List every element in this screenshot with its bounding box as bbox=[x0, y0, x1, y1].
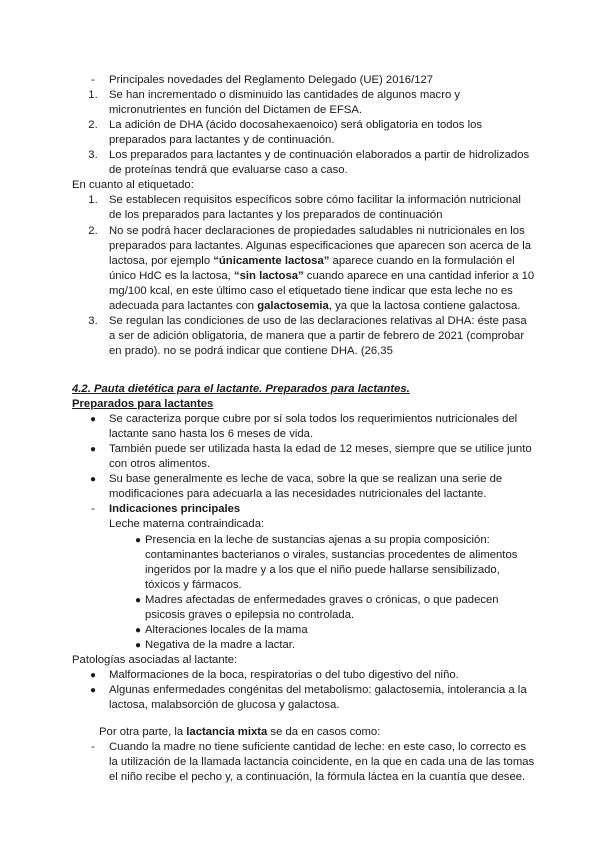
text-run: único HdC es la lactosa, bbox=[109, 270, 234, 282]
list-dash: - bbox=[91, 503, 95, 515]
reg-item-2-line-1: La adición de DHA (ácido docosahexaenoico) será obligatoria en todos los bbox=[109, 119, 483, 131]
pat-bullet-1: Malformaciones de la boca, respiratorias o del tubo digestivo del niño. bbox=[109, 669, 459, 681]
bullet-2-line-2: con otros alimentos. bbox=[109, 458, 211, 470]
text-run: , ya que la lactosa contiene galactosa. bbox=[328, 300, 521, 312]
reg-item-1-line-1: Se han incrementado o disminuido las cantidades de algunos macro y bbox=[109, 89, 461, 101]
text-run: adecuada para lactantes con bbox=[109, 300, 258, 312]
section-heading: 4.2. Pauta dietética para el lactante. Preparados para lactantes. bbox=[72, 383, 410, 395]
list-number: 2. bbox=[88, 119, 98, 131]
list-dash: - bbox=[91, 74, 95, 86]
mixta-item-line-2: la utilización de la llamada lactancia coincidente, en la que en cada una de las tomas bbox=[109, 756, 535, 768]
sub-bullet-2-line-2: psicosis graves o epilepsia no controlada. bbox=[145, 609, 355, 621]
bullet-icon: ● bbox=[89, 474, 97, 485]
reg-item-1-line-2: micronutrientes en función del Dictamen de EFSA. bbox=[109, 104, 363, 116]
reg-item-2-line-2: preparados para lactantes y de continuación. bbox=[109, 134, 335, 146]
etiq-item-2-line-2: preparados para lactantes. Algunas especificaciones que aparecen son acerca de la bbox=[109, 240, 532, 252]
bullet-1-line-1: Se caracteriza porque cubre por sí sola todos los requerimientos nutricionales del bbox=[109, 413, 518, 425]
text-run: cuando aparece en una cantidad inferior a 10 bbox=[303, 270, 535, 282]
list-number: 3. bbox=[88, 315, 98, 327]
sub-bullet-1-line-1: Presencia en la leche de sustancias ajenas a su propia composición: bbox=[145, 534, 490, 546]
sub-bullet-2-line-1: Madres afectadas de enfermedades graves o crónicas, o que padecen bbox=[145, 594, 499, 606]
sub-bullet-1-line-4: tóxicos y fármacos. bbox=[145, 579, 242, 591]
bold-phrase: “únicamente lactosa” bbox=[213, 255, 330, 267]
etiq-item-2-line-3 bbox=[109, 254, 515, 269]
list-number: 1. bbox=[88, 194, 98, 206]
etiq-item-2-line-4 bbox=[109, 269, 534, 284]
text-run: lactosa, por ejemplo bbox=[109, 255, 214, 267]
sub-bullet-1-line-3: ingeridos por la madre y a los que el niño puede hallarse sensibilizado, bbox=[145, 564, 500, 576]
bullet-icon: ● bbox=[134, 595, 142, 606]
sub-bullet-3: Alteraciones locales de la mama bbox=[145, 624, 308, 636]
bullet-3-line-2: modificaciones para adecuarla a las necesidades nutricionales del lactante. bbox=[109, 488, 487, 500]
mixta-item-line-1: Cuando la madre no tiene suficiente cantidad de leche: en este caso, lo correcto es bbox=[109, 741, 526, 753]
bullet-icon: ● bbox=[89, 685, 97, 696]
pat-bullet-2-line-2: lactosa, malabsorción de glucosa y galactosa. bbox=[109, 699, 340, 711]
etiq-item-2-line-5: mg/100 kcal, en este último caso el etiquetado tiene indicar que esta leche no es bbox=[109, 285, 513, 297]
list-number: 3. bbox=[88, 149, 98, 161]
etiq-item-3-line-3: en prado). no se podrá indicar que contiene DHA. (26,35 bbox=[109, 345, 393, 357]
indicaciones-title: Indicaciones principales bbox=[109, 503, 241, 515]
bold-phrase: galactosemia bbox=[257, 300, 329, 312]
list-number: 2. bbox=[88, 225, 98, 237]
etiq-item-2-line-1: No se podrá hacer declaraciones de propiedades saludables ni nutricionales en los bbox=[109, 225, 525, 237]
mixta-item-line-3: el niño recibe el pecho y, a continuación, la fórmula láctea en la cuantía que desee. bbox=[109, 771, 526, 783]
etiq-item-3-line-1: Se regulan las condiciones de uso de las declaraciones relativas al DHA: éste pasa bbox=[109, 315, 527, 327]
list-dash: - bbox=[91, 741, 95, 753]
sub-bullet-1-line-2: contaminantes bacterianos o virales, sustancias procedentes de alimentos bbox=[145, 549, 518, 561]
bullet-3-line-1: Su base generalmente es leche de vaca, sobre la que se realizan una serie de bbox=[109, 473, 503, 485]
mixta-intro bbox=[99, 725, 380, 740]
etiq-item-1-line-1: Se establecen requisitos específicos sobre cómo facilitar la información nutricional bbox=[109, 194, 521, 206]
text-run: aparece cuando en la formulación el bbox=[329, 255, 515, 267]
bullet-icon: ● bbox=[89, 444, 97, 455]
bullet-icon: ● bbox=[89, 414, 97, 425]
bullet-2-line-1: También puede ser utilizada hasta la edad de 12 meses, siempre que se utilice junto bbox=[109, 443, 532, 455]
indicaciones-subtitle: Leche materna contraindicada: bbox=[109, 518, 265, 530]
section-subheading: Preparados para lactantes bbox=[72, 398, 214, 410]
bullet-icon: ● bbox=[89, 670, 97, 681]
bullet-icon: ● bbox=[134, 625, 142, 636]
reg-item-3-line-1: Los preparados para lactantes y de continuación elaborados a partir de hidrolizados bbox=[109, 149, 530, 161]
pat-bullet-2-line-1: Algunas enfermedades congénitas del metabolismo: galactosemia, intolerancia a la bbox=[109, 684, 527, 696]
etiquetado-intro: En cuanto al etiquetado: bbox=[72, 179, 194, 191]
bullet-icon: ● bbox=[134, 535, 142, 546]
etiq-item-2-line-6 bbox=[109, 299, 520, 314]
bullet-icon: ● bbox=[134, 640, 142, 651]
sub-bullet-4: Negativa de la madre a lactar. bbox=[145, 639, 296, 651]
bullet-1-line-2: lactante sano hasta los 6 meses de vida. bbox=[109, 428, 314, 440]
etiq-item-3-line-2: a ser de adición obligatoria, de manera que a partir de febrero de 2021 (comprobar bbox=[109, 330, 525, 342]
etiq-item-1-line-2: de los preparados para lactantes y los preparados de continuación bbox=[109, 209, 443, 221]
text-run: Por otra parte, la bbox=[99, 726, 187, 738]
bold-phrase: lactancia mixta bbox=[186, 726, 268, 738]
text-run: se da en casos como: bbox=[267, 726, 381, 738]
reg-item-3-line-2: de proteínas tendrá que evaluarse caso a caso. bbox=[109, 164, 348, 176]
reg-title: Principales novedades del Reglamento Delegado (UE) 2016/127 bbox=[109, 74, 434, 86]
patologias-title: Patologías asociadas al lactante: bbox=[72, 654, 238, 666]
list-number: 1. bbox=[88, 89, 98, 101]
bold-phrase: “sin lactosa” bbox=[233, 270, 304, 282]
